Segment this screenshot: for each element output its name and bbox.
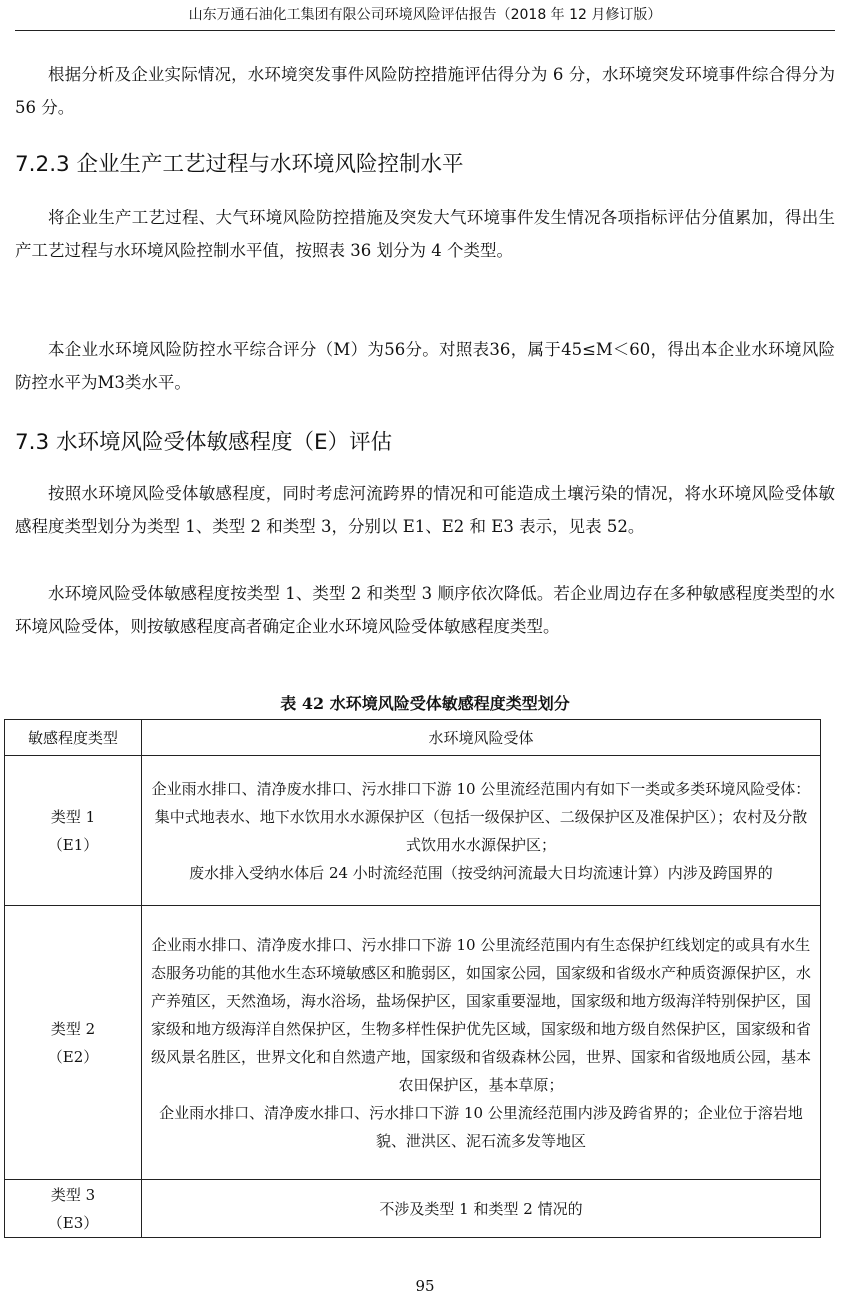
table-row <box>5 1180 821 1238</box>
header-risk-receptor: 水环境风险受体 <box>142 720 821 756</box>
sensitivity-table <box>4 719 821 1238</box>
receptor-text-extra: 企业雨水排口、清净废水排口、污水排口下游 10 公里流经范围内涉及跨省界的；企业位于溶岩地貌、泄洪区、泥石流多发等地区 <box>159 1103 803 1150</box>
receptor-cell-e3 <box>142 1180 821 1238</box>
type-code: （E3） <box>47 1213 99 1232</box>
table-header-row <box>5 720 821 756</box>
page-number: 95 <box>415 1277 435 1295</box>
paragraph-control-level: 本企业水环境风险防控水平综合评分（M）为56分。对照表36，属于45≤M＜60，得出本企业水环境风险防控水平为M3类水平。 <box>15 340 835 392</box>
table-row <box>5 906 821 1180</box>
page-header: 山东万通石油化工集团有限公司环境风险评估报告（2018 年 12 月修订版） <box>188 7 662 23</box>
type-cell-e3 <box>5 1180 142 1238</box>
table-row <box>5 756 821 906</box>
receptor-cell-e2 <box>142 906 821 1180</box>
receptor-text: 企业雨水排口、清净废水排口、污水排口下游 10 公里流经范围内有生态保护红线划定的或具有水生态服务功能的其他水生态环境敏感区和脆弱区，如国家公园，国家级和省级水产种质资源保护区，水产养殖区，天然渔场，海水浴场，盐场保护区，国家重要湿地，国家级和地方级海洋特别保护区，国家级和地方级海洋自然保护区，生物多样性保护优先区域，国家级和地方级自然保护区，国家级和省级风景名胜区，世界文化和自然遗产地，国家级和省级森林公园，世界、国家和省级地质公园，基本农田保护区，基本草原； <box>150 935 811 1094</box>
paragraph-score-summary: 根据分析及企业实际情况，水环境突发事件风险防控措施评估得分为 6 分，水环境突发环境事件综合得分为 56 分。 <box>15 65 835 117</box>
receptor-text-extra: 废水排入受纳水体后 24 小时流经范围（按受纳河流最大日均流速计算）内涉及跨国界的 <box>189 863 773 882</box>
type-cell-e1 <box>5 756 142 906</box>
type-code: （E1） <box>47 835 99 854</box>
section-heading-7-3: 7.3 水环境风险受体敏感程度（E）评估 <box>15 430 393 455</box>
type-cell-e2 <box>5 906 142 1180</box>
paragraph-sensitivity-types: 按照水环境风险受体敏感程度，同时考虑河流跨界的情况和可能造成土壤污染的情况，将水环境风险受体敏感程度类型划分为类型 1、类型 2 和类型 3，分别以 E1、E2 和 E3 表示，见表 52。 <box>15 484 835 536</box>
type-label: 类型 1 <box>50 807 96 826</box>
header-divider <box>15 30 835 31</box>
section-heading-7-2-3: 7.2.3 企业生产工艺过程与水环境风险控制水平 <box>15 152 464 177</box>
table-caption: 表 42 水环境风险受体敏感程度类型划分 <box>280 694 570 713</box>
receptor-cell-e1 <box>142 756 821 906</box>
header-sensitivity-type: 敏感程度类型 <box>5 720 142 756</box>
type-label: 类型 2 <box>50 1019 96 1038</box>
paragraph-process-control: 将企业生产工艺过程、大气环境风险防控措施及突发大气环境事件发生情况各项指标评估分值累加，得出生产工艺过程与水环境风险控制水平值，按照表 36 划分为 4 个类型。 <box>15 208 835 260</box>
type-label: 类型 3 <box>50 1185 96 1204</box>
receptor-text: 不涉及类型 1 和类型 2 情况的 <box>379 1199 583 1218</box>
receptor-text: 企业雨水排口、清净废水排口、污水排口下游 10 公里流经范围内有如下一类或多类环境风险受体：集中式地表水、地下水饮用水水源保护区（包括一级保护区、二级保护区及准保护区）；农村及分散式饮用水水源保护区； <box>151 779 811 854</box>
paragraph-sensitivity-order: 水环境风险受体敏感程度按类型 1、类型 2 和类型 3 顺序依次降低。若企业周边存在多种敏感程度类型的水环境风险受体，则按敏感程度高者确定企业水环境风险受体敏感程度类型。 <box>15 584 835 636</box>
type-code: （E2） <box>47 1047 99 1066</box>
